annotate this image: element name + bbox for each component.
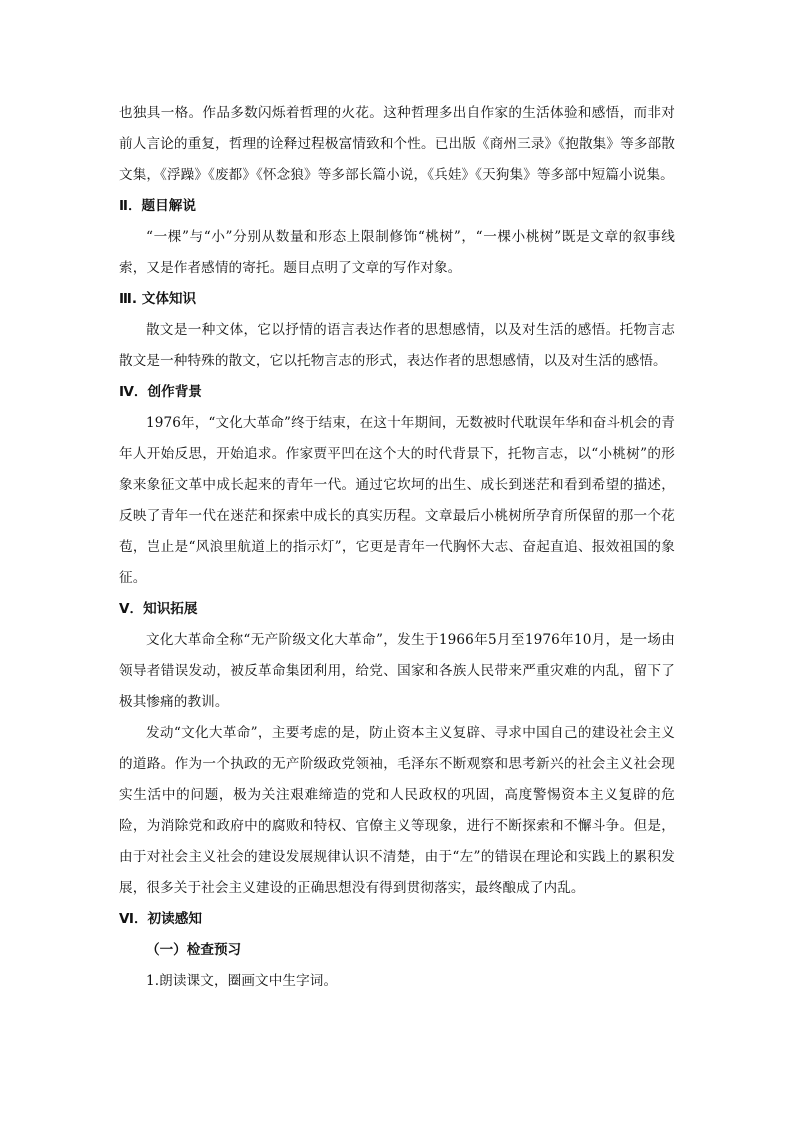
section-heading-title-explanation: Ⅱ．题目解说 [119,198,196,214]
extension-paragraph-2: 发动“文化大革命”，主要考虑的是，防止资本主义复辟、寻求中国自己的建设社会主义的道路。作为一个执政的无产阶级政党领袖，毛泽东不断观察和思考新兴的社会主义社会现实生活中的问题，极为关注艰难缔造的党和人民政权的巩固，高度警惕资本主义复辟的危险，为消除党和政府中的腐败和特权、官僚主义等现象，进行不断探索和不懈斗争。但是，由于对社会主义社会的建设发展规律认识不清楚，由于“左”的错误在理论和实践上的累积发展，很多关于社会主义建设的正确思想没有得到贯彻落实，最终酿成了内乱。 [119,725,675,896]
genre-knowledge-paragraph: 散文是一种文体，它以抒情的语言表达作者的思想感情，以及对生活的感悟。托物言志散文是一种特殊的散文，它以托物言志的形式，表达作者的思想感情，以及对生活的感悟。 [119,322,675,369]
extension-paragraph-1: 文化大革命全称“无产阶级文化大革命”，发生于1966年5月至1976年10月，是一场由领导者错误发动，被反革命集团利用，给党、国家和各族人民带来严重灾难的内乱，留下了极其惨痛的教训。 [119,632,675,710]
document-body [119,98,675,997]
section-heading-background: Ⅳ．创作背景 [119,384,202,400]
section-heading-first-reading: Ⅵ．初读感知 [119,911,202,927]
preview-task-1: 1.朗读课文，圈画文中生字词。 [146,973,338,989]
author-intro-paragraph: 也独具一格。作品多数闪烁着哲理的火花。这种哲理多出自作家的生活体验和感悟，而非对前人言论的重复，哲理的诠释过程极富情致和个性。已出版《商州三录》《抱散集》等多部散文集，《浮躁》《废都》《怀念狼》等多部长篇小说，《兵娃》《天狗集》等多部中短篇小说集。 [119,105,675,183]
section-heading-genre-knowledge: Ⅲ. 文体知识 [119,291,197,307]
background-paragraph: 1976年，“文化大革命”终于结束，在这十年期间，无数被时代耽误年华和奋斗机会的青年人开始反思，开始追求。作家贾平凹在这个大的时代背景下，托物言志，以“小桃树”的形象来象征文革中成长起来的青年一代。通过它坎坷的出生、成长到迷茫和看到希望的描述，反映了青年一代在迷茫和探索中成长的真实历程。文章最后小桃树所孕育所保留的那一个花苞，岂止是“风浪里航道上的指示灯”，它更是青年一代胸怀大志、奋起直追、报效祖国的象征。 [119,415,675,586]
subheading-preview-check: （一）检查预习 [146,942,242,958]
section-heading-knowledge-extension: Ⅴ．知识拓展 [119,601,198,617]
title-explanation-paragraph: “一棵”与“小”分别从数量和形态上限制修饰“桃树”，“一棵小桃树”既是文章的叙事线索，又是作者感情的寄托。题目点明了文章的写作对象。 [119,229,675,276]
